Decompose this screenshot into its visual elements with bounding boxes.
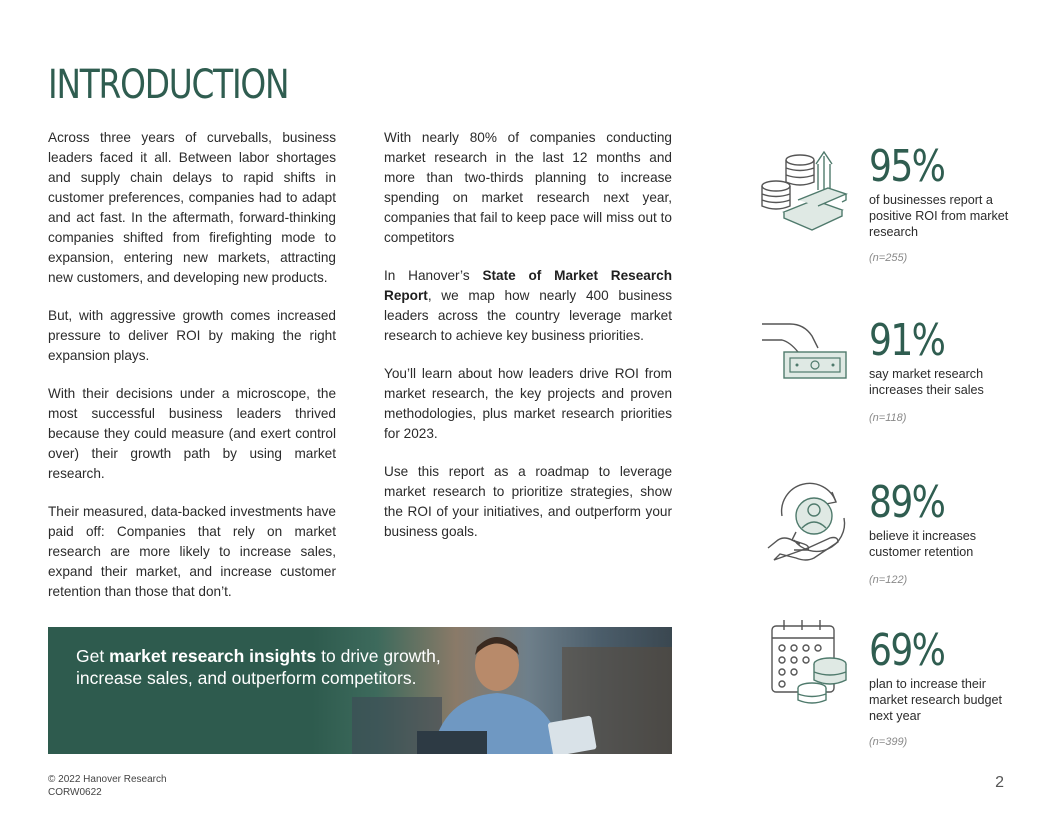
stat-sample-size: (n=122)	[869, 574, 908, 586]
stat-percentage: 89%	[869, 477, 945, 528]
page-number: 2	[995, 774, 1004, 791]
stat-block	[869, 315, 1019, 424]
paragraph: Across three years of curveballs, business leaders faced it all. Between labor shortages and supply chain delays to rapid shifts in customer preferences, companies had to adapt and act fast. In the aftermath, forward-thinking companies shifted from firefighting mode to expansion, entering new markets, attracting new customers, and developing new products.	[48, 130, 336, 285]
left-text-column	[48, 128, 336, 620]
stat-sample-size: (n=399)	[869, 736, 908, 748]
paragraph	[384, 266, 672, 346]
stat-percentage: 91%	[869, 315, 945, 366]
paragraph: But, with aggressive growth comes increased pressure to deliver ROI by making the right expansion plays.	[48, 308, 336, 363]
stat-sample-size: (n=118)	[869, 412, 907, 424]
report-title-link: State of Market Research Report	[384, 268, 672, 303]
document-code: CORW0622	[48, 787, 102, 798]
stat-sample-size: (n=255)	[869, 252, 908, 264]
stat-description: of businesses report a positive ROI from market research	[869, 193, 1009, 239]
coins-cash-arrow-icon	[758, 142, 850, 234]
paragraph: With nearly 80% of companies conducting market research in the last 12 months and more than two-thirds planning to increase spending on market research next year, companies that fail to keep pace will miss out to competitors	[384, 130, 672, 245]
text: , we map how nearly 400 business leaders across the country leverage market research to achieve key business priorities.	[384, 288, 672, 343]
customer-hand-cycle-icon	[764, 478, 850, 564]
stat-description: plan to increase their market research budget next year	[869, 677, 1003, 723]
stat-block	[869, 141, 1019, 264]
stat-block	[869, 625, 1019, 748]
paragraph: Their measured, data-backed investments have paid off: Companies that rely on market research are more likely to increase sales, expand their market, and increase customer retention than those that don’t.	[48, 504, 336, 599]
page-title: INTRODUCTION	[48, 62, 289, 108]
paragraph: You’ll learn about how leaders drive ROI from market research, the key projects and proven methodologies, plus market research priorities for 2023.	[384, 366, 672, 441]
stat-percentage: 69%	[869, 625, 945, 676]
paragraph: Use this report as a roadmap to leverage market research to prioritize strategies, show the ROI of your initiatives, and outperform your business goals.	[384, 464, 672, 539]
stat-block	[869, 477, 1019, 586]
hand-cash-icon	[760, 318, 850, 388]
promo-banner[interactable]	[48, 627, 672, 754]
calendar-coins-icon	[770, 616, 850, 710]
stat-description: say market research increases their sales	[869, 367, 984, 397]
text: to drive growth, increase sales, and outperform competitors.	[76, 646, 441, 688]
stat-percentage: 95%	[869, 141, 945, 192]
middle-text-column	[384, 128, 672, 560]
text: In Hanover’s	[384, 268, 483, 283]
footer	[48, 773, 167, 799]
text-bold: market research insights	[109, 646, 317, 666]
banner-headline	[76, 645, 496, 689]
copyright-text: © 2022 Hanover Research	[48, 774, 167, 785]
stat-description: believe it increases customer retention	[869, 529, 977, 559]
paragraph: With their decisions under a microscope, the most successful business leaders thrived because they could measure (and exert control over) their growth path by using market research.	[48, 386, 336, 481]
text: Get	[76, 646, 110, 666]
